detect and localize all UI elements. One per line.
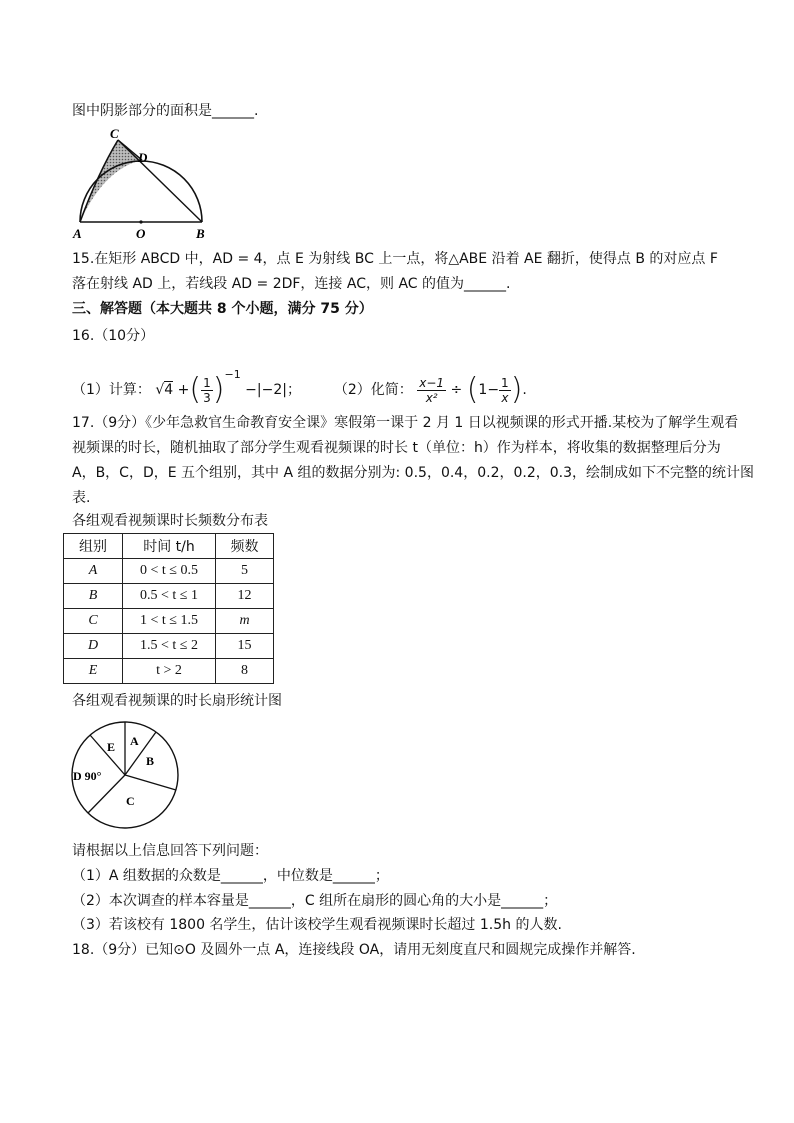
pie-label-d: D 90°: [73, 769, 102, 783]
pie-line-b-c: [125, 775, 176, 790]
center-o: [139, 220, 142, 223]
pie-label-c: C: [126, 794, 135, 808]
label-d: D: [138, 150, 148, 165]
q17-line3: A，B，C，D，E 五个组别，其中 A 组的数据分别为: 0.5，0.4，0.2，0.2，0.3，绘制成如下不完整的统计图: [72, 465, 754, 481]
section3-title: 三、解答题（本大题共 8 个小题，满分 75 分）: [72, 301, 373, 317]
q17-sub1: （1）A 组数据的众数是______，中位数是______；: [72, 868, 389, 884]
table-row: C 1 < t ≤ 1.5 m: [64, 609, 274, 634]
label-o: O: [136, 226, 146, 240]
th-group: 组别: [64, 534, 123, 559]
table-row: D 1.5 < t ≤ 2 15: [64, 634, 274, 659]
table-row: E t > 2 8: [64, 659, 274, 684]
table-header-row: [64, 534, 274, 559]
pie-label-e: E: [107, 740, 116, 754]
pie-label-a: A: [130, 734, 139, 748]
q16-header: 16.（10分）: [72, 328, 155, 344]
q16-formulas: （1）计算： √4 +( $\frac{1}{3}$ )$^{-1}$ −|−2|； （2）化简： $\frac{x-1}{\text{x²}}$ ÷ (1− $\frac{1}{x}$ ).: [72, 368, 527, 407]
label-c: C: [110, 126, 119, 141]
frac-x-minus-1: $\frac{x-1}{\text{x²}}$: [419, 375, 445, 405]
frac-one-over-x: $\frac{1}{x}$: [501, 375, 509, 405]
q17-sub2: （2）本次调查的样本容量是______，C 组所在扇形的圆心角的大小是______；: [72, 893, 558, 909]
segment-cb: [118, 140, 202, 222]
q15-line1: 15.在矩形 ABCD 中，AD = 4，点 E 为射线 BC 上一点，将△ABE 沿着 AE 翻折，使得点 B 的对应点 F: [72, 251, 718, 267]
q15-line2: 落在射线 AD 上，若线段 AD = 2DF，连接 AC，则 AC 的值为______.: [72, 276, 511, 292]
semicircle-arc: [80, 161, 202, 222]
pie-label-b: B: [146, 754, 155, 768]
frequency-table: [63, 533, 274, 684]
q17-prompt: 请根据以上信息回答下列问题：: [72, 843, 268, 859]
div-sign: ÷: [450, 382, 463, 398]
q17-line1: 17.（9分）《少年急救官生命教育安全课》寒假第一课于 2 月 1 日以视频课的形式开播.某校为了解学生观看: [72, 415, 739, 431]
th-freq: 频数: [216, 534, 274, 559]
table-row: A 0 < t ≤ 0.5 5: [64, 559, 274, 584]
label-b: B: [196, 226, 205, 240]
abs-tail: −|−2|；: [245, 382, 301, 398]
q16-part1-label: （1）计算：: [72, 382, 151, 398]
exponent: −1: [224, 368, 241, 381]
pie-chart: [68, 718, 182, 832]
q14-semicircle-figure: [64, 125, 224, 240]
q16-part2-label: （2）化简：: [333, 382, 413, 398]
table-caption: 各组观看视频课时长频数分布表: [72, 513, 268, 529]
sqrt-sign: √: [155, 382, 165, 398]
pie-caption: 各组观看视频课的时长扇形统计图: [72, 693, 282, 709]
sqrt-arg: 4: [164, 382, 174, 398]
q17-line2: 视频课的时长，随机抽取了部分学生观看视频课的时长 t（单位：h）作为样本，将收集的数据整理后分为: [72, 440, 721, 456]
q17-line4: 表.: [72, 490, 91, 506]
label-a: A: [73, 226, 82, 240]
q14-tail-text: 图中阴影部分的面积是______.: [72, 103, 259, 119]
q17-sub3: （3）若该校有 1800 名学生，估计该校学生观看视频课时长超过 1.5h 的人数.: [72, 917, 562, 933]
one-minus: 1−: [478, 382, 500, 398]
table-row: B 0.5 < t ≤ 1 12: [64, 584, 274, 609]
frac-one-third: $\frac{1}{3}$: [203, 375, 211, 405]
q18-line1: 18.（9分）已知⊙O 及圆外一点 A，连接线段 OA，请用无刻度直尺和圆规完成操作并解答.: [72, 942, 636, 958]
th-time: 时间 t/h: [123, 534, 216, 559]
